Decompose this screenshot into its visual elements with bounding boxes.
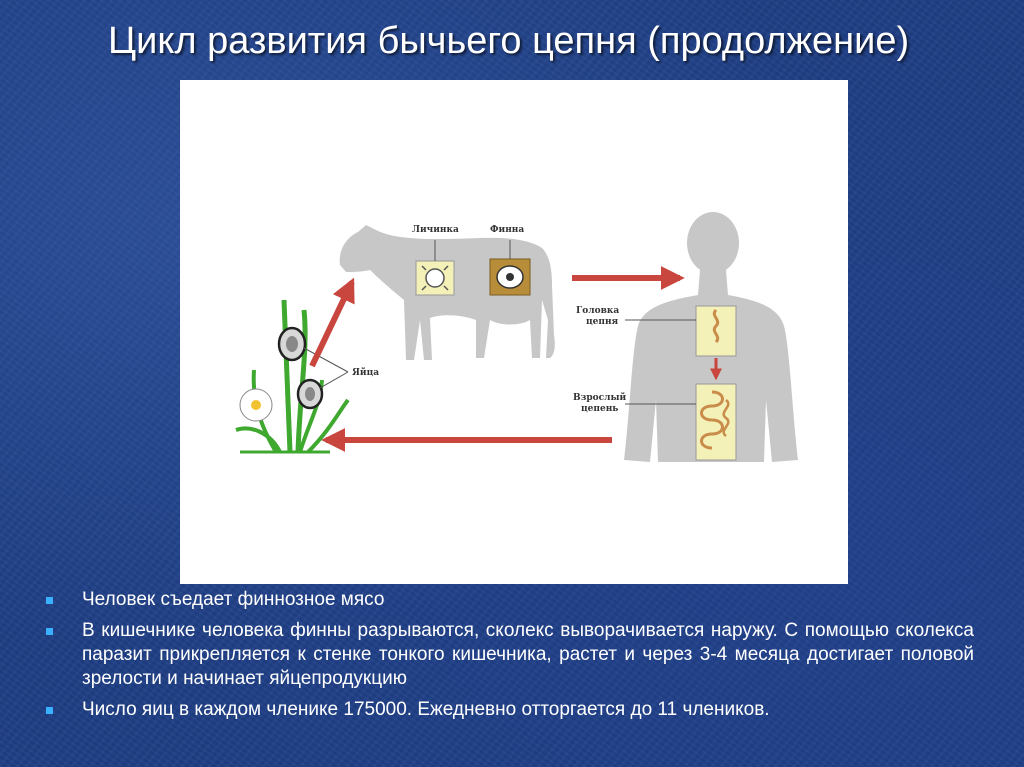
label-head-line2: цепня [586,317,619,327]
cow-illustration [340,225,555,360]
life-cycle-diagram [180,80,848,584]
bullet-square-icon [46,628,53,635]
bullet-text: Число яиц в каждом членике 175000. Ежедневно отторгается до 11 члеников. [82,699,770,720]
label-adult-line1: Взрослый [573,393,627,403]
arrow-plant-to-cow [312,282,352,366]
label-adult-line2: цепень [581,404,619,414]
larva-icon [426,269,444,287]
human-illustration [624,212,798,462]
label-eggs: Яйца [352,368,380,378]
bullet-item [44,698,974,722]
diagram-canvas [180,80,848,584]
bullet-item [44,588,974,612]
adult-worm-panel [696,384,736,460]
bullet-text: В кишечнике человека финны разрываются, сколекс выворачивается наружу. С помощью сколекса паразит прикрепляется к стенке тонкого кишечника, растет и через 3-4 месяца достигает половой зрелости и начинает яйцепродукцию [82,620,974,689]
bullet-square-icon [46,707,53,714]
label-larva: Личинка [412,225,459,235]
bullet-item [44,619,974,691]
bullet-list [44,588,974,729]
label-finna: Финна [490,225,525,235]
bullet-text: Человек съедает финнозное мясо [82,589,385,610]
slide-title: Цикл развития бычьего цепня (продолжение) [108,20,910,62]
bullet-square-icon [46,597,53,604]
daisy-flower [240,389,272,421]
label-head-line1: Головка [576,306,620,316]
